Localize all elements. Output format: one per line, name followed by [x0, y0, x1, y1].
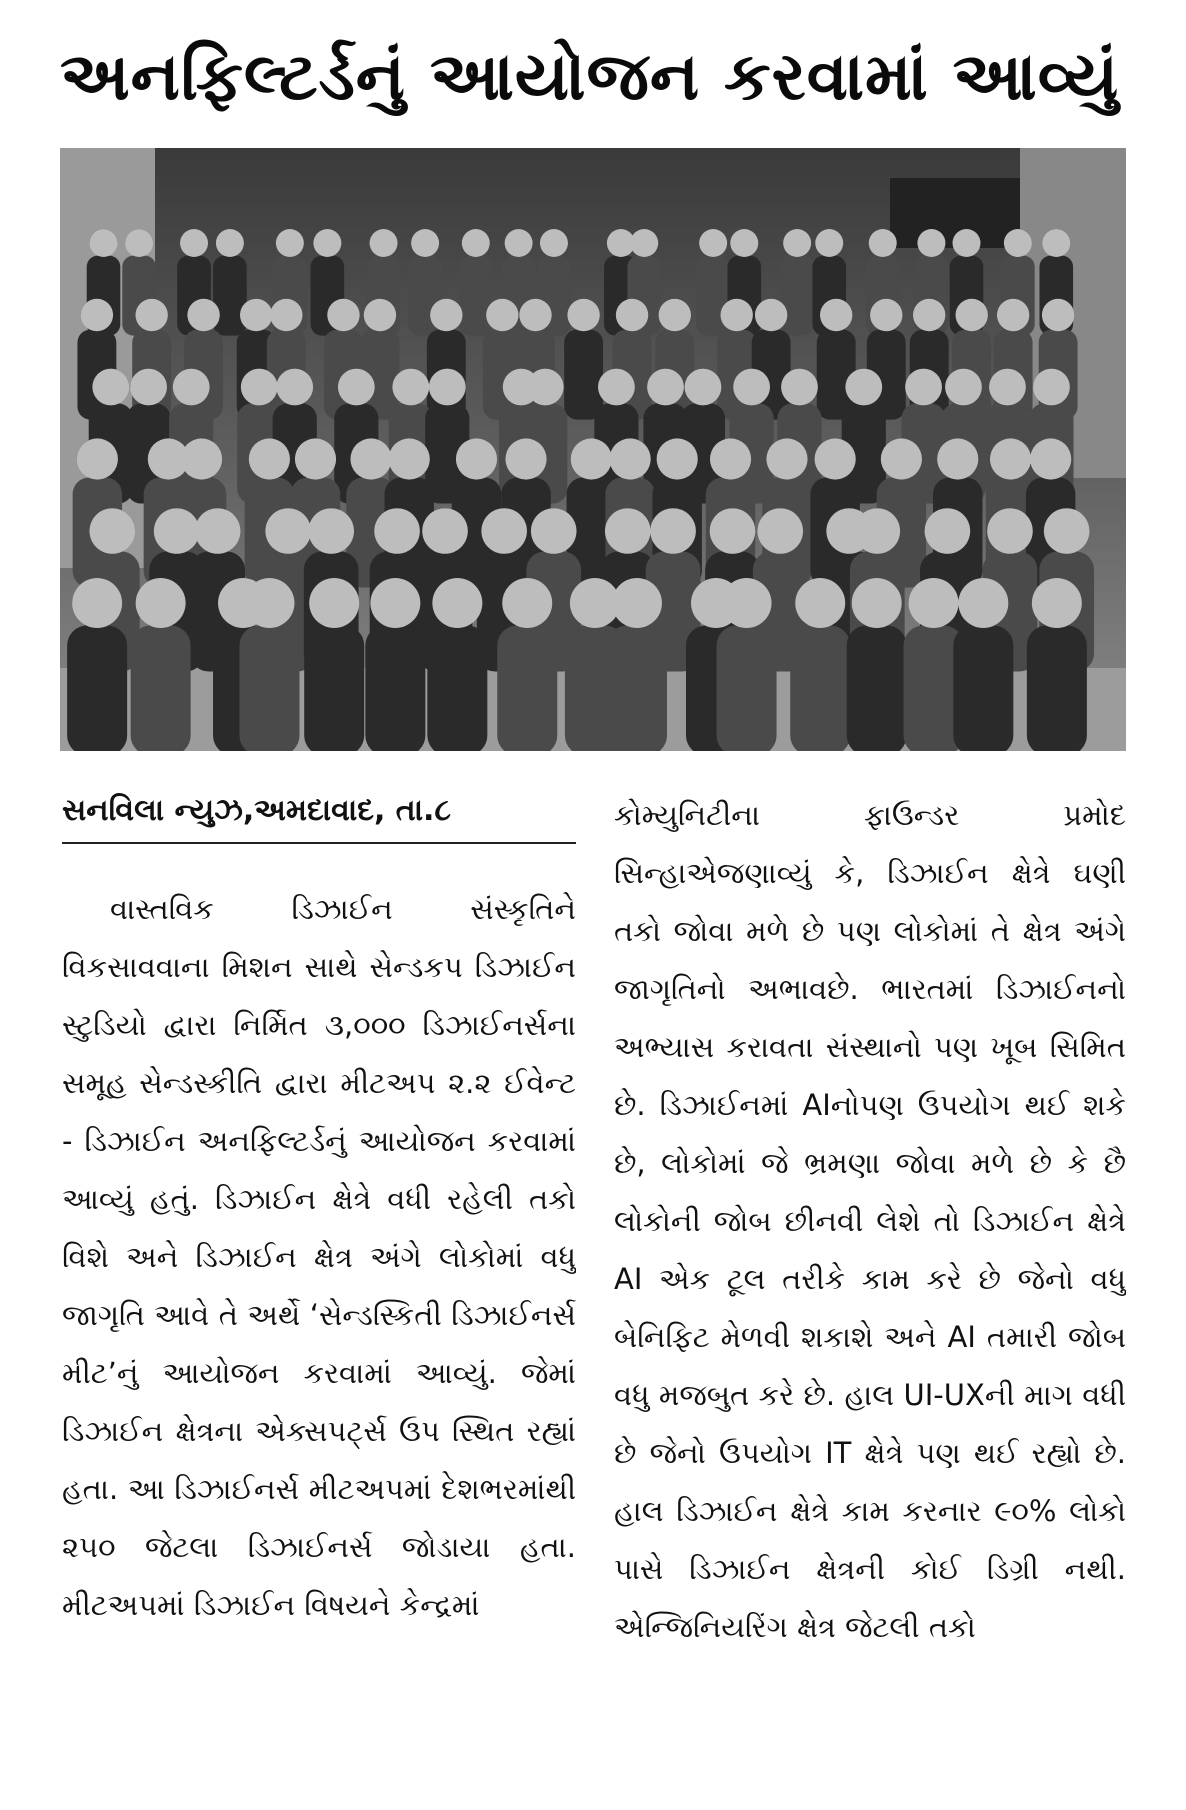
headline: અનફિલ્ટર્ડનું આયોજન કરવામાં આવ્યું [60, 38, 1120, 115]
dateline: સનવિલા ન્યુઝ,અમદાવાદ, તા.૮ [62, 786, 576, 844]
group-photo-illustration [60, 148, 1126, 751]
left-column [62, 786, 576, 1810]
left-column-text: વાસ્તવિક ડિઝાઈન સંસ્કૃતિને વિકસાવવાના મિશન સાથે સેન્ડકપ ડિઝાઈન સ્ટુડિયો દ્વારા નિર્મિત ૩,૦૦૦ ડિઝાઈનર્સના સમૂહ સેન્ડસ્કીતિ દ્વારા મીટઅપ ૨.૨ ઈવેન્ટ - ડિઝાઈન અનફિલ્ટર્ડનું આયોજન કરવામાં આવ્યું હતું. ડિઝાઈન ક્ષેત્રે વધી રહેલી તકો વિશે અને ડિઝાઈન ક્ષેત્ર અંગે લોકોમાં વધુ જાગૃતિ આવે તે અર્થે ‘સેન્ડસ્કિતી ડિઝાઈનર્સ મીટ’નું આયોજન કરવામાં આવ્યું. જેમાં ડિઝાઈન ક્ષેત્રના એક્સપર્ટ્સ ઉપ સ્થિત રહ્યાં હતા. આ ડિઝાઈનર્સ મીટઅપમાં દેશભરમાંથી ૨૫૦ જેટલા ડિઝાઈનર્સ જોડાયા હતા. મીટઅપમાં ડિઝાઈન વિષયને કેન્દ્રમાં [62, 892, 576, 1622]
right-column [614, 786, 1126, 1810]
right-column-text: કોમ્યુનિટીના ફાઉન્ડર પ્રમોદ સિન્હાએજણાવ્યું કે, ડિઝાઈન ક્ષેત્રે ઘણી તકો જોવા મળે છે પણ લોકોમાં તે ક્ષેત્ર અંગે જાગૃતિનો અભાવછે. ભારતમાં ડિઝાઈનનો અભ્યાસ કરાવતા સંસ્થાનો પણ ખૂબ સિમિત છે. ડિઝાઈનમાં AIનોપણ ઉપયોગ થઈ શકે છે, લોકોમાં જે ભ્રમણા જોવા મળે છે કે છૈ લોકોની જોબ છીનવી લેશે તો ડિઝાઈન ક્ષેત્રે AI એક ટૂલ તરીકે કામ કરે છે જેનો વધુ બેનિફિટ મેળવી શકાશે અને AI તમારી જોબ વધુ મજબુત કરે છે. હાલ UI-UXની માગ વધી છે જેનો ઉપયોગ IT ક્ષેત્રે પણ થઈ રહ્યો છે. હાલ ડિઝાઈન ક્ષેત્રે કામ કરનાર ૯૦% લોકો પાસે ડિઝાઈન ક્ષેત્રની કોઈ ડિગ્રી નથી. એન્જિનિયરિંગ ક્ષેત્ર જેટલી તકો [614, 798, 1126, 1644]
group-photo-icon [60, 148, 1126, 751]
